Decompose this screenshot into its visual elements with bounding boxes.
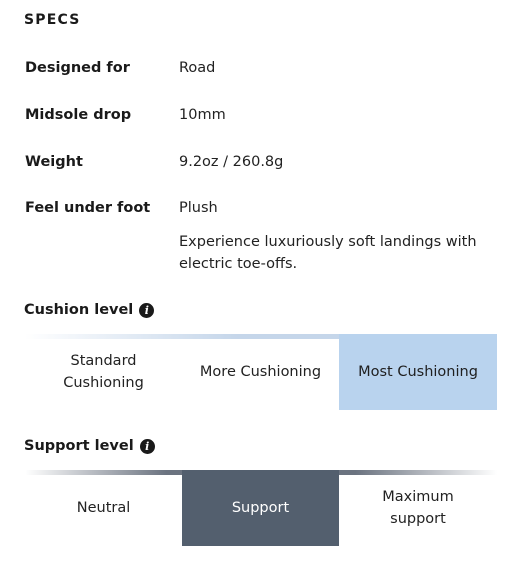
cushion-level-selector — [25, 334, 497, 410]
info-icon[interactable]: i — [139, 303, 154, 318]
cushion-option-most-label: Most Cushioning — [358, 364, 478, 380]
spec-label-feel-under-foot: Feel under foot — [25, 200, 151, 216]
support-option-maximum-label: Maximum support — [382, 489, 454, 527]
support-level-label: Support level — [24, 438, 134, 454]
support-option-support-label: Support — [231, 500, 290, 516]
support-option-neutral[interactable] — [25, 470, 182, 546]
spec-label-weight: Weight — [25, 154, 83, 170]
cushion-option-standard-label: Standard Cushioning — [63, 353, 144, 391]
cushion-option-more[interactable] — [182, 334, 339, 410]
spec-label-midsole-drop: Midsole drop — [25, 107, 132, 123]
cushion-level-label: Cushion level — [24, 302, 134, 318]
spec-value-weight: 9.2oz / 260.8g — [179, 154, 284, 170]
cushion-level-title — [24, 302, 154, 318]
cushion-option-standard[interactable] — [25, 334, 182, 410]
support-option-maximum[interactable] — [339, 470, 497, 546]
support-option-neutral-label: Neutral — [76, 500, 131, 516]
feel-description: Experience luxuriously soft landings with electric toe-offs. — [179, 234, 477, 272]
support-options — [25, 470, 497, 546]
cushion-option-more-label: More Cushioning — [199, 364, 322, 380]
spec-value-midsole-drop: 10mm — [179, 107, 226, 123]
support-level-selector — [25, 470, 497, 546]
specs-heading: SPECS — [24, 12, 81, 28]
cushion-options — [25, 334, 497, 410]
support-option-support[interactable] — [182, 470, 339, 546]
spec-label-designed-for: Designed for — [25, 60, 130, 76]
spec-value-feel-under-foot: Plush — [179, 200, 218, 216]
spec-value-designed-for: Road — [179, 60, 216, 76]
info-icon[interactable]: i — [140, 439, 155, 454]
support-level-title — [24, 438, 155, 454]
cushion-option-most[interactable] — [339, 334, 497, 410]
